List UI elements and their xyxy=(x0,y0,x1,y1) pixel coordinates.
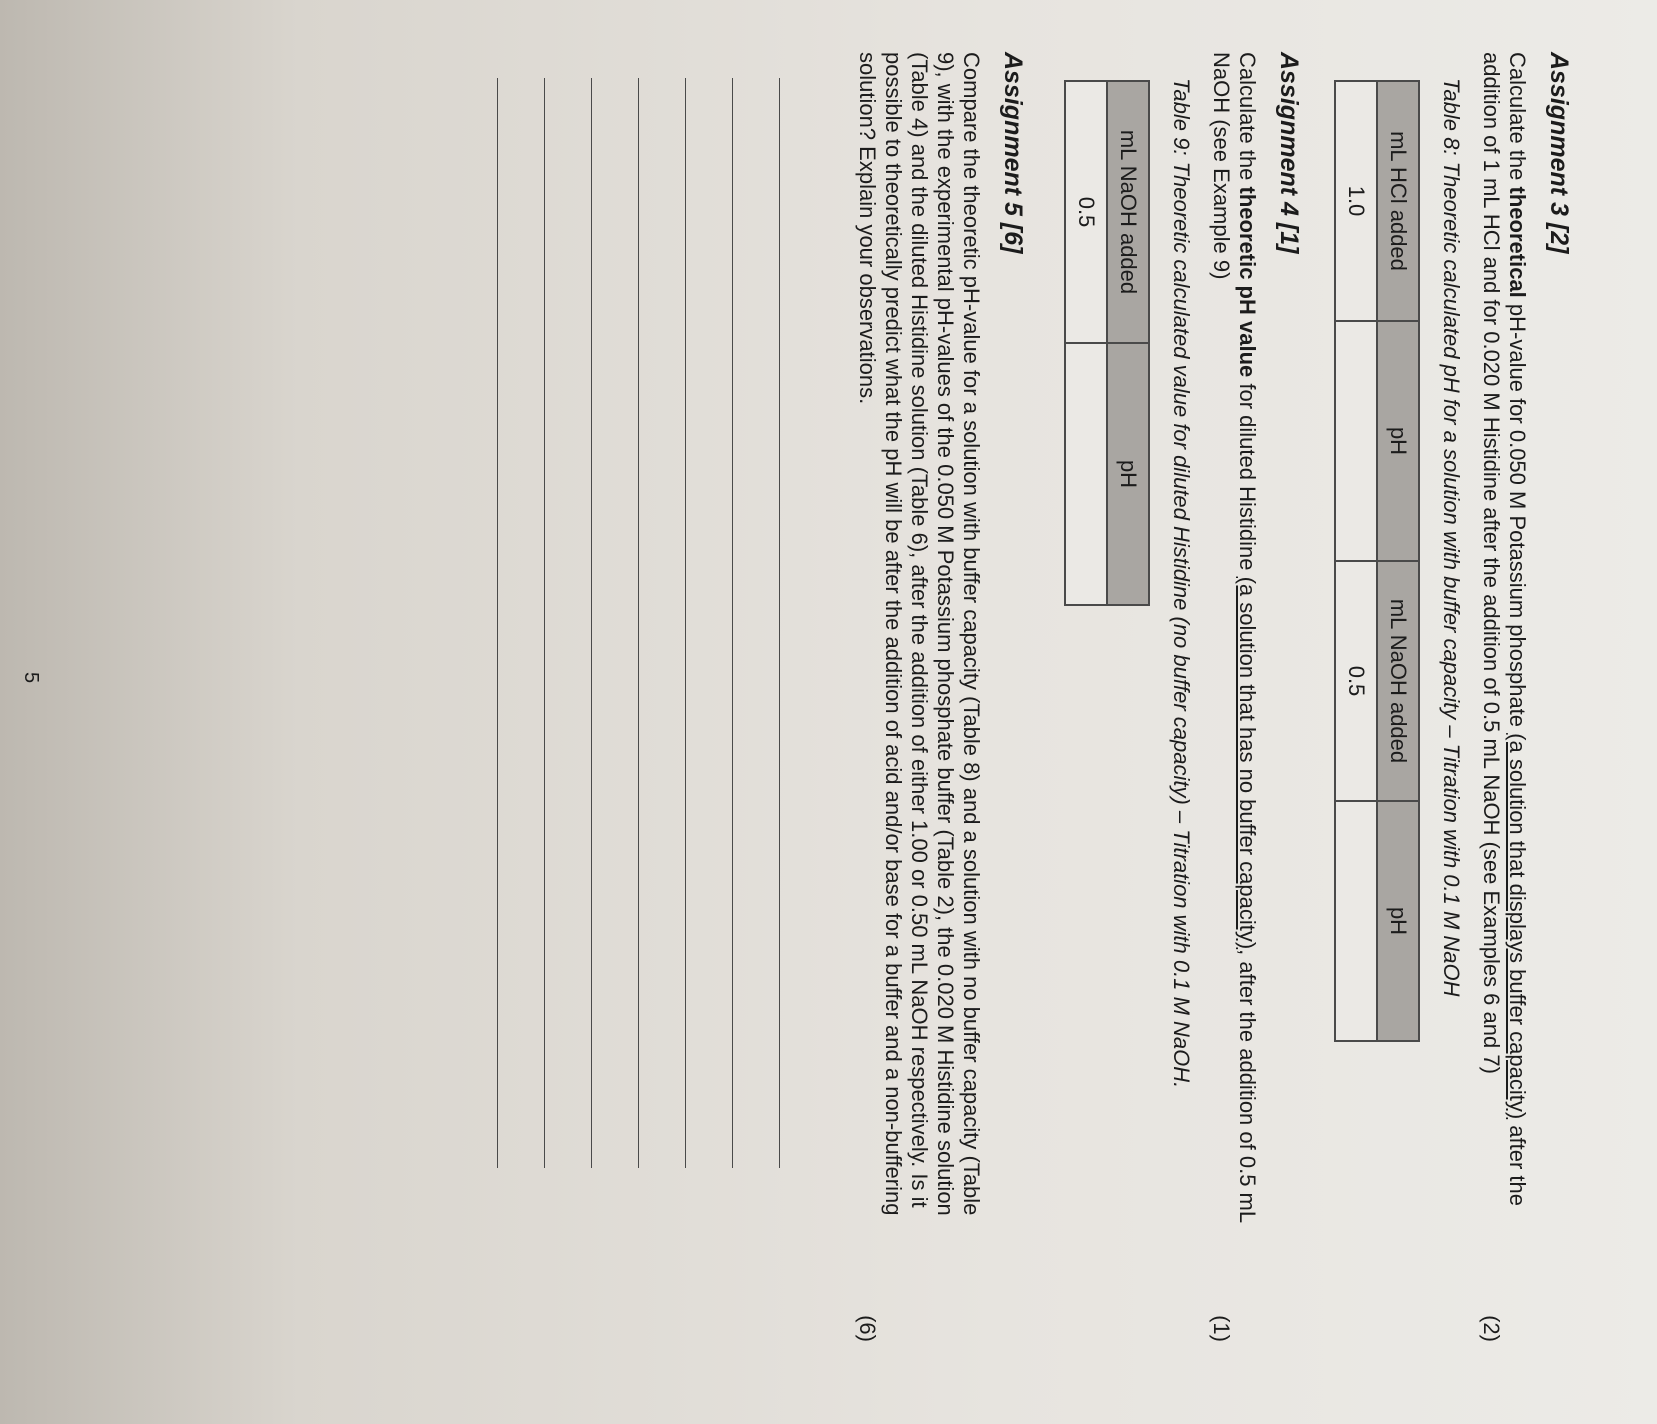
assignment-4-instructions: Calculate the theoretic pH value for diluted Histidine (a solution that has no buffer capacity), after the addition of 0.5 mL NaOH (see Example 9) (1) xyxy=(1209,52,1260,1342)
header-ml-naoh-added: mL NaOH added xyxy=(1107,81,1149,343)
worksheet-page xyxy=(14,32,1574,1392)
answer-line[interactable] xyxy=(638,78,685,1168)
cell-ml-naoh-value: 0.5 xyxy=(1065,81,1107,343)
cell-ph-answer[interactable] xyxy=(1065,343,1107,605)
page-content xyxy=(497,52,1574,1352)
table-8-caption: Table 8: Theoretic calculated pH for a solution with buffer capacity – Titration with 0.1 M NaOH xyxy=(1439,78,1464,997)
answer-line[interactable] xyxy=(685,78,732,1168)
assignment-4-heading: Assignment 4 [1] xyxy=(1275,52,1303,254)
answer-line[interactable] xyxy=(544,78,591,1168)
cell-ml-hcl-value: 1.0 xyxy=(1335,81,1377,321)
assignment-3-instructions: Calculate the theoretical pH-value for 0.050 M Potassium phosphate (a solution that displays buffer capacity) after the addition of 1 mL HCl and for 0.020 M Histidine after the addition of 0.5 mL NaOH (see Examples 6 and 7) (2) xyxy=(1479,52,1530,1342)
table-8 xyxy=(1334,80,1420,1042)
table-row xyxy=(1065,81,1107,605)
assignment-4-section xyxy=(1064,52,1304,1352)
assignment-3-marks: (2) xyxy=(1479,1315,1504,1342)
table-header-row xyxy=(1107,81,1149,605)
header-ph: pH xyxy=(1377,801,1419,1041)
header-ml-hcl-added: mL HCl added xyxy=(1377,81,1419,321)
cell-ph-answer[interactable] xyxy=(1335,321,1377,561)
answer-line[interactable] xyxy=(732,78,779,1168)
cell-ml-naoh-value: 0.5 xyxy=(1335,561,1377,801)
assignment-5-heading: Assignment 5 [6] xyxy=(999,52,1027,254)
table-9-caption: Table 9: Theoretic calculated value for diluted Histidine (no buffer capacity) – Titration with 0.1 M NaOH. xyxy=(1169,78,1194,1089)
table-row xyxy=(1335,81,1377,1041)
header-ml-naoh-added: mL NaOH added xyxy=(1377,561,1419,801)
header-ph: pH xyxy=(1107,343,1149,605)
assignment-4-marks: (1) xyxy=(1209,1315,1234,1342)
assignment-3-section xyxy=(1334,52,1574,1352)
assignment-5-marks: (6) xyxy=(855,1315,880,1342)
assignment-3-heading: Assignment 3 [2] xyxy=(1545,52,1573,254)
header-ph: pH xyxy=(1377,321,1419,561)
assignment-5-section xyxy=(497,52,1028,1352)
answer-line[interactable] xyxy=(591,78,638,1168)
page-number: 5 xyxy=(20,672,42,684)
assignment-5-instructions: Compare the theoretic pH-value for a solution with buffer capacity (Table 8) and a solution with no buffer capacity (Table 9), with the experimental pH-values of the 0.050 M Potassium phosphate buffer (Table 2), the 0.020 M Histidine solution (Table 4) and the diluted Histidine solution (Table 6), after the addition of either 1.00 or 0.50 mL NaOH respectively. Is it possible to theoretically predict what the pH will be after the addition of acid and/or base for a buffer and a non-buffering solution? Explain your observations. (6) xyxy=(855,52,984,1342)
answer-lines xyxy=(497,78,826,1168)
answer-line[interactable] xyxy=(779,78,826,1168)
table-header-row xyxy=(1377,81,1419,1041)
table-9 xyxy=(1064,80,1150,606)
cell-ph-answer[interactable] xyxy=(1335,801,1377,1041)
answer-line[interactable] xyxy=(497,78,544,1168)
